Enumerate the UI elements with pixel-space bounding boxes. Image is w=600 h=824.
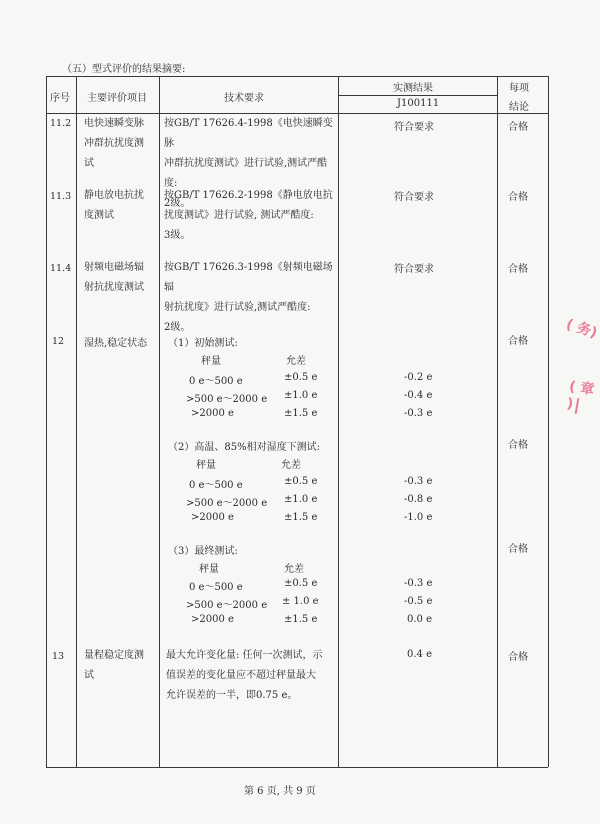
row-conclusion: 合格 xyxy=(508,192,528,203)
subtest-value: -0.5 e xyxy=(404,596,433,607)
row-conclusion: 合格 xyxy=(508,440,528,451)
row-item: 湿热,稳定状态 xyxy=(84,338,148,349)
header-result: 实测结果 xyxy=(393,83,433,94)
row-conclusion: 合格 xyxy=(508,264,528,275)
row-conclusion: 合格 xyxy=(508,122,528,133)
subtest-title: （1）初始测试: xyxy=(168,338,238,349)
row-conclusion: 合格 xyxy=(508,544,528,555)
subtest-tolerance: ±1.5 e xyxy=(284,408,318,419)
header-result-id: J100111 xyxy=(397,98,440,109)
subtest-tolerance: ±1.5 e xyxy=(284,512,318,523)
subtest-value: -1.0 e xyxy=(404,512,433,523)
subtest-tolerance: ±1.0 e xyxy=(284,390,318,401)
header-conclusion-2: 结论 xyxy=(509,102,529,113)
subtest-value: -0.4 e xyxy=(404,390,433,401)
subtest-title: （2）高温、85%相对湿度下测试: xyxy=(168,442,320,453)
subtest-tolerance: ±0.5 e xyxy=(284,476,318,487)
row-conclusion: 合格 xyxy=(508,652,528,663)
subtest-tolerance-header: 允差 xyxy=(286,356,306,367)
subtest-range: 0 e～500 e xyxy=(189,376,243,387)
subtest-tolerance: ± 1.0 e xyxy=(282,596,319,607)
row-item: 静电放电抗扰 度测试 xyxy=(84,190,144,221)
subtest-range: >2000 e xyxy=(191,512,234,523)
row-requirement: 按GB/T 17626.4-1998《电快速瞬变脉 冲群抗扰度测试》进行试验,测试严酷度: 2级。 xyxy=(164,118,333,209)
header-no: 序号 xyxy=(50,93,70,104)
row-conclusion: 合格 xyxy=(508,336,528,347)
subtest-range: >500 e～2000 e xyxy=(186,394,268,405)
row-no: 12 xyxy=(52,336,65,347)
row-no: 13 xyxy=(52,651,65,662)
row-result: 0.4 e xyxy=(407,649,432,660)
row-item: 电快速瞬变脉 冲群抗扰度测 试 xyxy=(84,118,144,169)
subtest-range-header: 秤量 xyxy=(199,564,219,575)
subtest-tolerance-header: 允差 xyxy=(281,460,301,471)
subtest-range: 0 e～500 e xyxy=(189,582,243,593)
subtest-tolerance: ±1.5 e xyxy=(284,614,318,625)
subtest-range-header: 秤量 xyxy=(196,460,216,471)
subtest-range: >2000 e xyxy=(191,614,234,625)
subtest-value: 0.0 e xyxy=(407,614,432,625)
subtest-range: >500 e～2000 e xyxy=(186,600,268,611)
subtest-value: -0.8 e xyxy=(404,494,433,505)
subtest-range: >2000 e xyxy=(191,408,234,419)
row-item: 射频电磁场辐 射抗扰度测试 xyxy=(84,262,144,293)
row-no: 11.4 xyxy=(50,263,72,274)
row-requirement: 最大允许变化量: 任何一次测试，示 值误差的变化量应不超过秤量最大 允许误差的一半，即0.75 e。 xyxy=(166,650,323,701)
subtest-value: -0.3 e xyxy=(404,408,433,419)
subtest-value: -0.3 e xyxy=(404,578,433,589)
page-footer: 第 6 页, 共 9 页 xyxy=(244,786,316,797)
section-title: （五）型式评价的结果摘要: xyxy=(62,64,186,75)
subtest-value: -0.3 e xyxy=(404,476,433,487)
subtest-range-header: 秤量 xyxy=(201,356,221,367)
row-no: 11.3 xyxy=(50,191,72,202)
subtest-value: -0.2 e xyxy=(404,372,433,383)
subtest-tolerance: ±0.5 e xyxy=(284,372,318,383)
subtest-range: >500 e～2000 e xyxy=(186,498,268,509)
header-requirement: 技术要求 xyxy=(224,93,264,104)
subtest-range: 0 e～500 e xyxy=(189,480,243,491)
subtest-tolerance: ±0.5 e xyxy=(284,578,318,589)
row-requirement: 按GB/T 17626.3-1998《射频电磁场辐 射抗扰度》进行试验,测试严酷度: 2级。 xyxy=(164,262,333,333)
row-requirement: 按GB/T 17626.2-1998《静电放电抗 扰度测试》进行试验, 测试严酷度: 3级。 xyxy=(164,190,333,241)
row-item: 量程稳定度测 试 xyxy=(84,650,144,681)
row-result: 符合要求 xyxy=(394,122,434,133)
subtest-tolerance: ±1.0 e xyxy=(284,494,318,505)
subtest-tolerance-header: 允差 xyxy=(284,564,304,575)
header-conclusion-1: 每项 xyxy=(509,83,529,94)
subtest-title: （3）最终测试: xyxy=(168,546,238,557)
row-no: 11.2 xyxy=(50,118,72,129)
header-item: 主要评价项目 xyxy=(87,93,147,104)
row-result: 符合要求 xyxy=(394,192,434,203)
row-result: 符合要求 xyxy=(394,264,434,275)
